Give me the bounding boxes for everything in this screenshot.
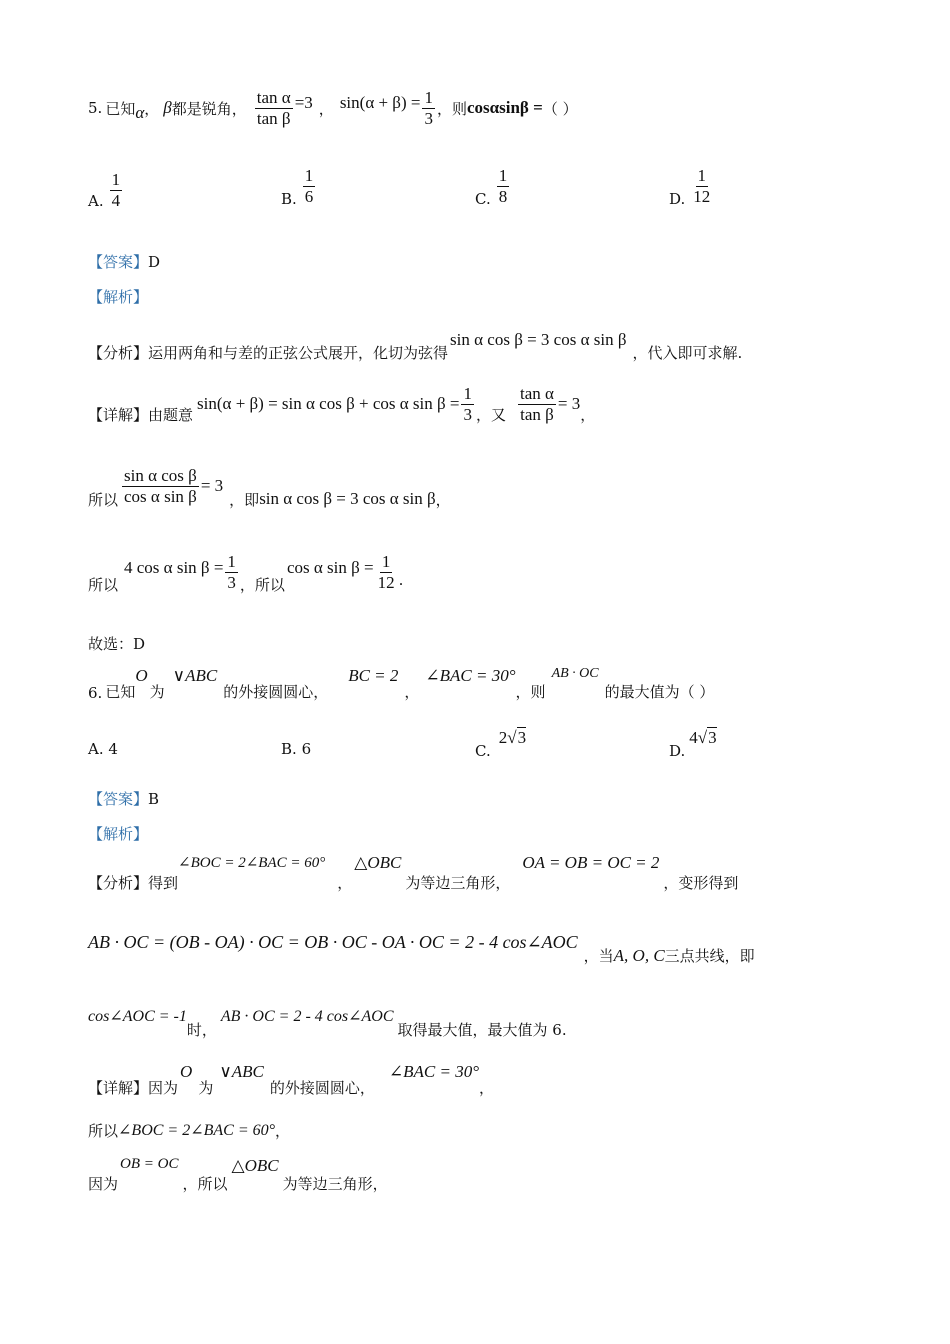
q6-line3-formula: cos∠AOC = -1 xyxy=(88,1008,187,1025)
q6-O: O xyxy=(135,666,148,685)
q5-so2-one: 1 xyxy=(227,551,236,571)
q5-tan-den: tan β xyxy=(256,108,291,128)
q5-answer-tag: 【答案】 xyxy=(88,253,149,271)
q5-text3: ，则 xyxy=(436,99,467,118)
q5-one: 1 xyxy=(424,87,433,107)
q5-detail-tan-num: tan α xyxy=(519,383,554,403)
q5-detail-text1: 由题意 xyxy=(148,405,194,424)
q6-text4: 的最大值为（ ） xyxy=(604,683,715,701)
q6-answer: B xyxy=(148,790,160,808)
q6-comma: ， xyxy=(404,683,420,701)
q5-option-b-frac xyxy=(303,166,316,207)
q5-option-d-den: 12 xyxy=(693,186,711,206)
q6-bc: BC = 2 xyxy=(348,666,399,685)
q5-fenxi-line xyxy=(88,316,742,363)
q5-alpha: α xyxy=(135,103,145,122)
q6-line2-formula: AB · OC = (OB - OA) · OC = OB · OC - OA · OC = 2 - 4 cos∠AOC xyxy=(88,932,578,952)
q5-detail-one-third xyxy=(461,384,474,425)
q5-option-a[interactable] xyxy=(88,170,124,211)
q5-so2-frac1 xyxy=(225,552,238,593)
q5-number: 5. xyxy=(88,99,103,117)
q6-fenxi-text2: 为等边三角形， xyxy=(405,874,511,892)
q5-analysis-line xyxy=(88,286,148,307)
q5-detail-comma: ， xyxy=(580,405,596,424)
q5-detail-formula1: sin(α + β) = sin α cos β + cos α sin β = xyxy=(197,394,460,413)
q6-option-b[interactable] xyxy=(281,740,311,758)
q6-option-b-value: 6 xyxy=(301,740,312,758)
q5-option-a-num: 1 xyxy=(111,170,121,189)
q6-fenxi-text3: ，变形得到 xyxy=(663,874,739,892)
q5-so1-label: 所以 xyxy=(88,490,119,509)
q5-stem xyxy=(88,78,578,138)
q5-so1-frac xyxy=(122,466,199,507)
q6-option-c-value xyxy=(499,728,526,748)
q5-detail-tag: 【详解】 xyxy=(88,405,149,424)
q5-option-c-num: 1 xyxy=(498,165,508,185)
q5-detail-tan-den: tan β xyxy=(520,404,554,424)
q5-option-c[interactable] xyxy=(475,164,511,208)
q5-so2-frac2 xyxy=(376,552,397,593)
q6-line3-formula2: AB · OC = 2 - 4 cos∠AOC xyxy=(220,1008,394,1025)
q6-option-d-value xyxy=(689,728,716,748)
q6-fenxi-c1: ， xyxy=(337,874,353,892)
q6-detail-tag: 【详解】 xyxy=(88,1079,149,1097)
q6-text3: ，则 xyxy=(515,683,546,701)
q6-option-a-value: 4 xyxy=(108,740,118,758)
q5-one-third xyxy=(422,88,435,129)
q6-fenxi-f3: OA = OB = OC = 2 xyxy=(522,853,660,872)
q6-stem xyxy=(88,666,714,702)
q6-fenxi-tag: 【分析】 xyxy=(88,874,149,892)
q6-line2-text2: 三点共线，即 xyxy=(664,947,755,965)
q6-tri: ∨ABC xyxy=(172,666,218,685)
q5-so1-end: ， xyxy=(435,490,451,509)
q5-option-b-den: 6 xyxy=(304,186,314,206)
q5-so1-den: cos α sin β xyxy=(124,486,197,506)
q6-option-d-label: D. xyxy=(669,742,686,760)
q6-option-c-rad: 3 xyxy=(517,728,527,747)
q6-text2: 的外接圆圆心， xyxy=(223,683,329,701)
q6-fenxi-f1: ∠BOC = 2∠BAC = 60° xyxy=(178,855,326,871)
q5-option-d[interactable] xyxy=(669,164,714,208)
q5-eq3: =3 xyxy=(294,93,313,112)
q6-so1-end: ， xyxy=(275,1122,291,1140)
q6-line3-shi: 时， xyxy=(186,1021,217,1039)
q5-option-a-den: 4 xyxy=(111,191,121,210)
q5-so2-mid: ，所以 xyxy=(239,575,285,594)
q6-detail-tri: ∨ABC xyxy=(219,1062,264,1081)
q6-because-line xyxy=(88,1156,388,1194)
q6-because-tri: △OBC xyxy=(231,1156,279,1175)
q6-option-c[interactable] xyxy=(475,728,526,760)
q6-option-d-coef: 4 xyxy=(689,728,698,747)
q6-fenxi-line xyxy=(88,853,738,893)
q6-intro: 已知 xyxy=(105,683,136,701)
q5-so2-den: 12 xyxy=(377,572,395,592)
q5-so2-line xyxy=(88,546,403,598)
q6-detail-end: ， xyxy=(479,1079,495,1097)
q5-option-d-label: D. xyxy=(669,190,686,208)
q6-detail-text2: 的外接圆圆心， xyxy=(269,1079,375,1097)
q6-detail-wei: 为 xyxy=(198,1079,214,1097)
q6-so1-label: 所以 xyxy=(88,1122,119,1140)
q6-detail-line xyxy=(88,1062,494,1098)
q6-wei: 为 xyxy=(149,683,165,701)
q5-choose-line xyxy=(88,633,145,654)
q6-because-formula: OB = OC xyxy=(120,1156,179,1172)
q6-detail-O: O xyxy=(180,1062,193,1081)
q5-so1-eq: = 3 xyxy=(200,476,224,495)
q5-three: 3 xyxy=(424,108,433,128)
q6-vec: AB · OC xyxy=(551,666,599,681)
q5-fenxi-text: 运用两角和与差的正弦公式展开，化切为弦得 xyxy=(148,344,449,362)
q5-choose: 故选：D xyxy=(88,635,146,653)
q6-fenxi-text1: 得到 xyxy=(148,874,179,892)
q5-fenxi-tag: 【分析】 xyxy=(88,344,149,362)
q5-option-c-den: 8 xyxy=(498,186,508,206)
q6-line2-points: A, O, C xyxy=(613,946,665,965)
q6-line3-text: 取得最大值，最大值为 6. xyxy=(397,1021,567,1039)
q6-line3 xyxy=(88,1006,567,1040)
q5-so2-label: 所以 xyxy=(88,575,119,594)
q6-detail-text1: 因为 xyxy=(148,1079,179,1097)
q6-answer-line xyxy=(88,788,159,809)
q5-paren: （ ） xyxy=(542,99,578,118)
q6-option-a[interactable] xyxy=(88,740,118,758)
q5-detail-one: 1 xyxy=(463,383,472,403)
q5-fenxi-formula: sin α cos β = 3 cos α sin β xyxy=(450,329,627,349)
q6-option-c-coef: 2 xyxy=(498,728,508,747)
q5-so2-end: . xyxy=(398,571,404,589)
q5-tan-num: tan α xyxy=(256,87,291,107)
q6-answer-tag: 【答案】 xyxy=(88,790,149,808)
q5-comma1: ， xyxy=(144,99,160,118)
q5-answer: D xyxy=(148,253,161,271)
q5-option-b[interactable] xyxy=(281,164,317,208)
q5-sin-expr: sin(α + β) = xyxy=(339,93,421,112)
q5-so2-num: 1 xyxy=(381,551,391,571)
q6-because-label: 因为 xyxy=(88,1175,119,1193)
q5-analysis-tag: 【解析】 xyxy=(88,288,149,306)
q5-intro: 已知 xyxy=(105,99,136,118)
q5-so2-three: 3 xyxy=(227,572,236,592)
q6-option-d[interactable] xyxy=(669,728,717,760)
q6-so1-formula: ∠BOC = 2∠BAC = 60° xyxy=(118,1122,276,1139)
q5-fenxi-end: ，代入即可求解. xyxy=(632,344,743,362)
q5-beta: β xyxy=(163,98,172,117)
sqrt-icon: √ xyxy=(507,728,517,747)
q6-because-end: 为等边三角形， xyxy=(282,1175,388,1193)
q5-option-b-num: 1 xyxy=(304,165,314,185)
q5-option-d-frac xyxy=(691,166,712,207)
q5-answer-line xyxy=(88,251,160,272)
q6-analysis-line xyxy=(88,823,148,844)
sqrt-icon: √ xyxy=(697,728,708,747)
q5-so2-formula2: cos α sin β = xyxy=(286,558,374,577)
q5-option-b-label: B. xyxy=(281,190,297,208)
q5-detail-tan-frac xyxy=(518,384,556,425)
q5-detail-you: ，又 xyxy=(475,405,506,424)
q5-detail-eq3: = 3 xyxy=(557,394,581,413)
q6-line2 xyxy=(88,932,755,966)
q6-analysis-tag: 【解析】 xyxy=(88,825,149,843)
q5-detail-line xyxy=(88,378,595,430)
q6-so1-line xyxy=(88,1120,290,1141)
q6-because-text: ，所以 xyxy=(182,1175,228,1193)
q6-option-b-label: B. xyxy=(281,740,297,758)
q6-option-c-label: C. xyxy=(475,742,491,760)
q5-so2-formula: 4 cos α sin β = xyxy=(124,558,224,577)
q6-fenxi-f2: △OBC xyxy=(354,853,402,872)
q6-option-a-label: A. xyxy=(88,740,104,758)
q5-target: cosαsinβ = xyxy=(466,98,543,117)
q5-option-a-frac xyxy=(110,170,123,211)
q5-so1-ji: ，即 xyxy=(229,490,260,509)
q6-angle: ∠BAC = 30° xyxy=(425,666,516,685)
q5-so1-num: sin α cos β xyxy=(124,465,197,485)
q6-detail-angle: ∠BAC = 30° xyxy=(388,1062,480,1081)
q5-so1-formula: sin α cos β = 3 cos α sin β xyxy=(259,489,436,508)
q5-detail-three: 3 xyxy=(463,404,472,424)
q5-so1-line xyxy=(88,458,451,514)
q6-number: 6. xyxy=(88,684,103,702)
q5-text2: 都是锐角， xyxy=(171,99,247,118)
q5-option-a-label: A. xyxy=(88,191,104,210)
q6-line2-text: ，当 xyxy=(583,947,614,965)
q5-option-c-label: C. xyxy=(475,190,491,208)
q5-option-c-frac xyxy=(497,166,510,207)
q6-option-d-rad: 3 xyxy=(708,728,717,747)
q5-comma2: ， xyxy=(318,99,334,118)
q5-option-d-num: 1 xyxy=(697,165,707,185)
q5-tan-fraction xyxy=(255,88,293,129)
